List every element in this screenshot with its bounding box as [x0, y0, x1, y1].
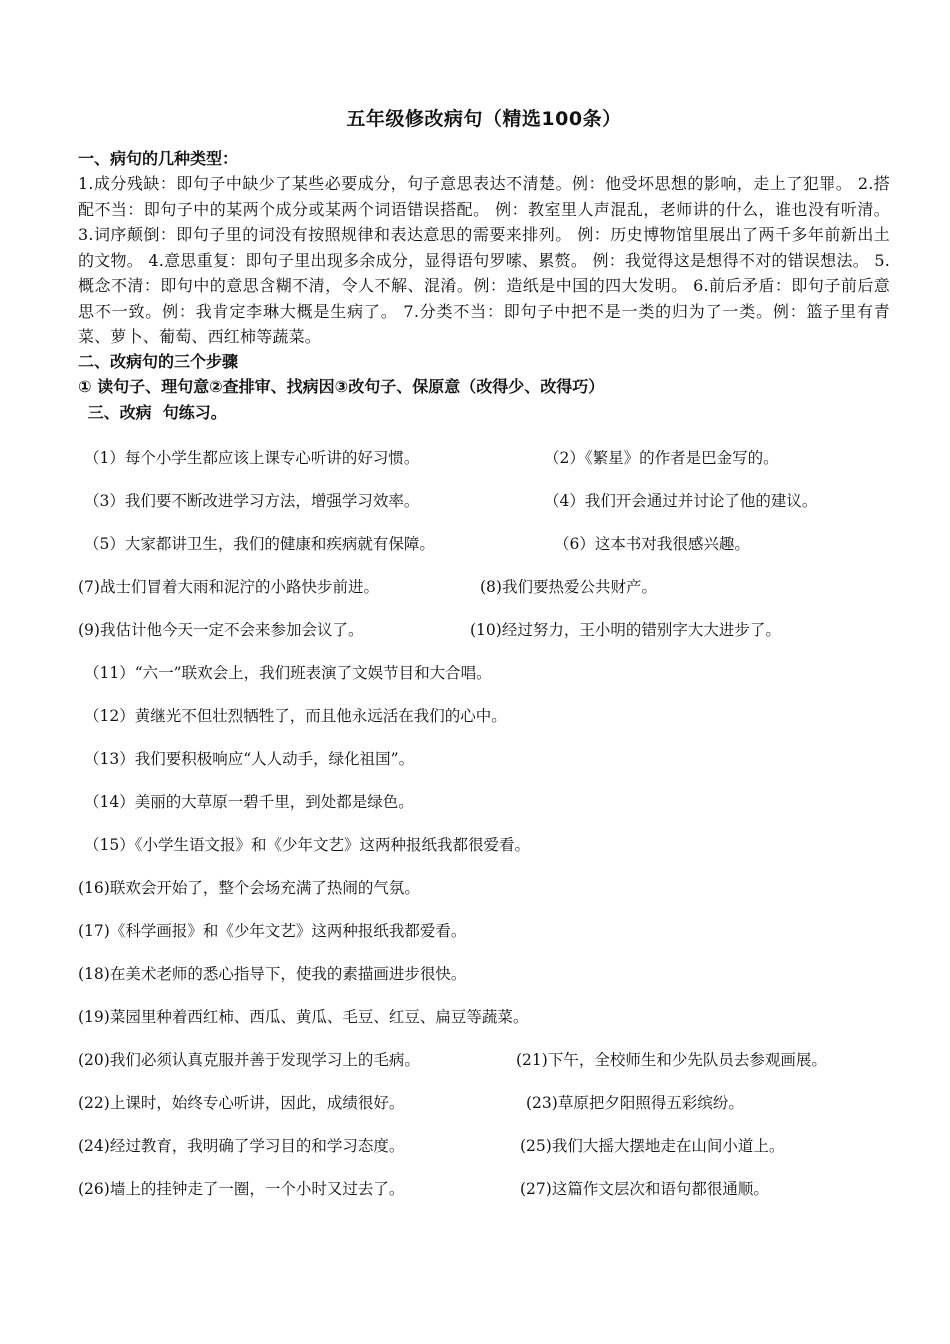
document-page: [78, 104, 890, 1210]
exercise-item: （11）“六一”联欢会上，我们班表演了文娱节目和大合唱。: [84, 664, 492, 682]
exercise-row: [78, 995, 890, 1038]
types-paragraph: 1.成分残缺：即句子中缺少了某些必要成分，句子意思表达不清楚。例：他受坏思想的影响，走上了犯罪。 2.搭配不当：即句子中的某两个成分或某两个词语错误搭配。 例：教室里人声混乱，老师讲的什么，谁也没有听清。 3.词序颠倒：即句子里的词没有按照规律和表达意思的需要来排列。 例：历史博物馆里展出了两千多年前新出土的文物。 4.意思重复：即句子里出现多余成分，显得语句罗嗦、累赘。 例：我觉得这是想得不对的错误想法。 5.概念不清：即句中的意思含糊不清，令人不解、混淆。例：造纸是中国的四大发明。 6.前后矛盾：即句子前后意思不一致。例：我肯定李琳大概是生病了。 7.分类不当：即句子中把不是一类的归为了一类。例：篮子里有青菜、萝卜、葡萄、西红柿等蔬菜。: [78, 174, 890, 346]
exercise-row: [78, 952, 890, 995]
exercise-row: [78, 608, 890, 651]
exercise-item: （12）黄继光不但壮烈牺牲了，而且他永远活在我们的心中。: [84, 707, 507, 725]
page-title: 五年级修改病句（精选100条）: [346, 108, 622, 130]
exercise-item: (18)在美术老师的悉心指导下，使我的素描画进步很快。: [78, 965, 467, 983]
exercise-item: （14）美丽的大草原一碧千里，到处都是绿色。: [84, 793, 414, 811]
exercise-item: (22)上课时，始终专心听讲，因此，成绩很好。: [78, 1094, 405, 1112]
exercise-item: (8)我们要热爱公共财产。: [480, 578, 657, 596]
section-heading-types: 一、病句的几种类型：: [78, 149, 239, 168]
exercise-item: （15）《小学生语文报》和《少年文艺》这两种报纸我都很爱看。: [84, 836, 530, 854]
exercise-item: (21)下午，全校师生和少先队员去参观画展。: [516, 1051, 827, 1069]
exercise-item: (16)联欢会开始了，整个会场充满了热闹的气氛。: [78, 879, 420, 897]
exercise-row: [78, 909, 890, 952]
exercise-row: [78, 1167, 890, 1210]
exercise-item: （1）每个小学生都应该上课专心听讲的好习惯。: [84, 449, 420, 467]
exercise-list: [78, 436, 890, 1210]
exercise-row: [78, 823, 890, 866]
exercise-item: （6）这本书对我很感兴趣。: [554, 535, 750, 553]
exercise-item: （5）大家都讲卫生，我们的健康和疾病就有保障。: [84, 535, 435, 553]
exercise-item: (10)经过努力，王小明的错别字大大进步了。: [470, 621, 781, 639]
exercise-row: [78, 737, 890, 780]
exercise-item: (25)我们大摇大摆地走在山间小道上。: [520, 1137, 785, 1155]
exercise-item: (7)战士们冒着大雨和泥泞的小路快步前进。: [78, 578, 379, 596]
exercise-item: (19)菜园里种着西红柿、西瓜、黄瓜、毛豆、红豆、扁豆等蔬菜。: [78, 1008, 529, 1026]
section-heading-steps: 二、改病句的三个步骤: [78, 351, 239, 371]
exercise-row: [78, 1081, 890, 1124]
exercise-item: （2）《繁星》的作者是巴金写的。: [544, 449, 779, 467]
exercise-row: [78, 651, 890, 694]
exercise-item: (24)经过教育，我明确了学习目的和学习态度。: [78, 1137, 405, 1155]
exercise-row: [78, 479, 890, 522]
steps-line: ① 读句子、理句意②查排审、找病因③改句子、保原意（改得少、改得巧）: [78, 376, 605, 396]
section-heading-practice: 三、改病 句练习。: [82, 402, 227, 422]
exercise-row: [78, 1038, 890, 1081]
exercise-item: (23)草原把夕阳照得五彩缤纷。: [526, 1094, 744, 1112]
exercise-item: （3）我们要不断改进学习方法，增强学习效率。: [84, 492, 420, 510]
exercise-item: （13）我们要积极响应“人人动手，绿化祖国”。: [84, 750, 415, 768]
exercise-item: (9)我估计他今天一定不会来参加会议了。: [78, 621, 364, 639]
exercise-row: [78, 866, 890, 909]
exercise-row: [78, 436, 890, 479]
exercise-row: [78, 1124, 890, 1167]
exercise-item: (20)我们必须认真克服并善于发现学习上的毛病。: [78, 1051, 420, 1069]
exercise-row: [78, 780, 890, 823]
exercise-item: (27)这篇作文层次和语句都很通顺。: [520, 1180, 769, 1198]
exercise-row: [78, 565, 890, 608]
exercise-row: [78, 522, 890, 565]
exercise-row: [78, 694, 890, 737]
exercise-item: (17)《科学画报》和《少年文艺》这两种报纸我都爱看。: [78, 922, 467, 940]
exercise-item: （4）我们开会通过并讨论了他的建议。: [544, 492, 818, 510]
exercise-item: (26)墙上的挂钟走了一圈，一个小时又过去了。: [78, 1180, 405, 1198]
